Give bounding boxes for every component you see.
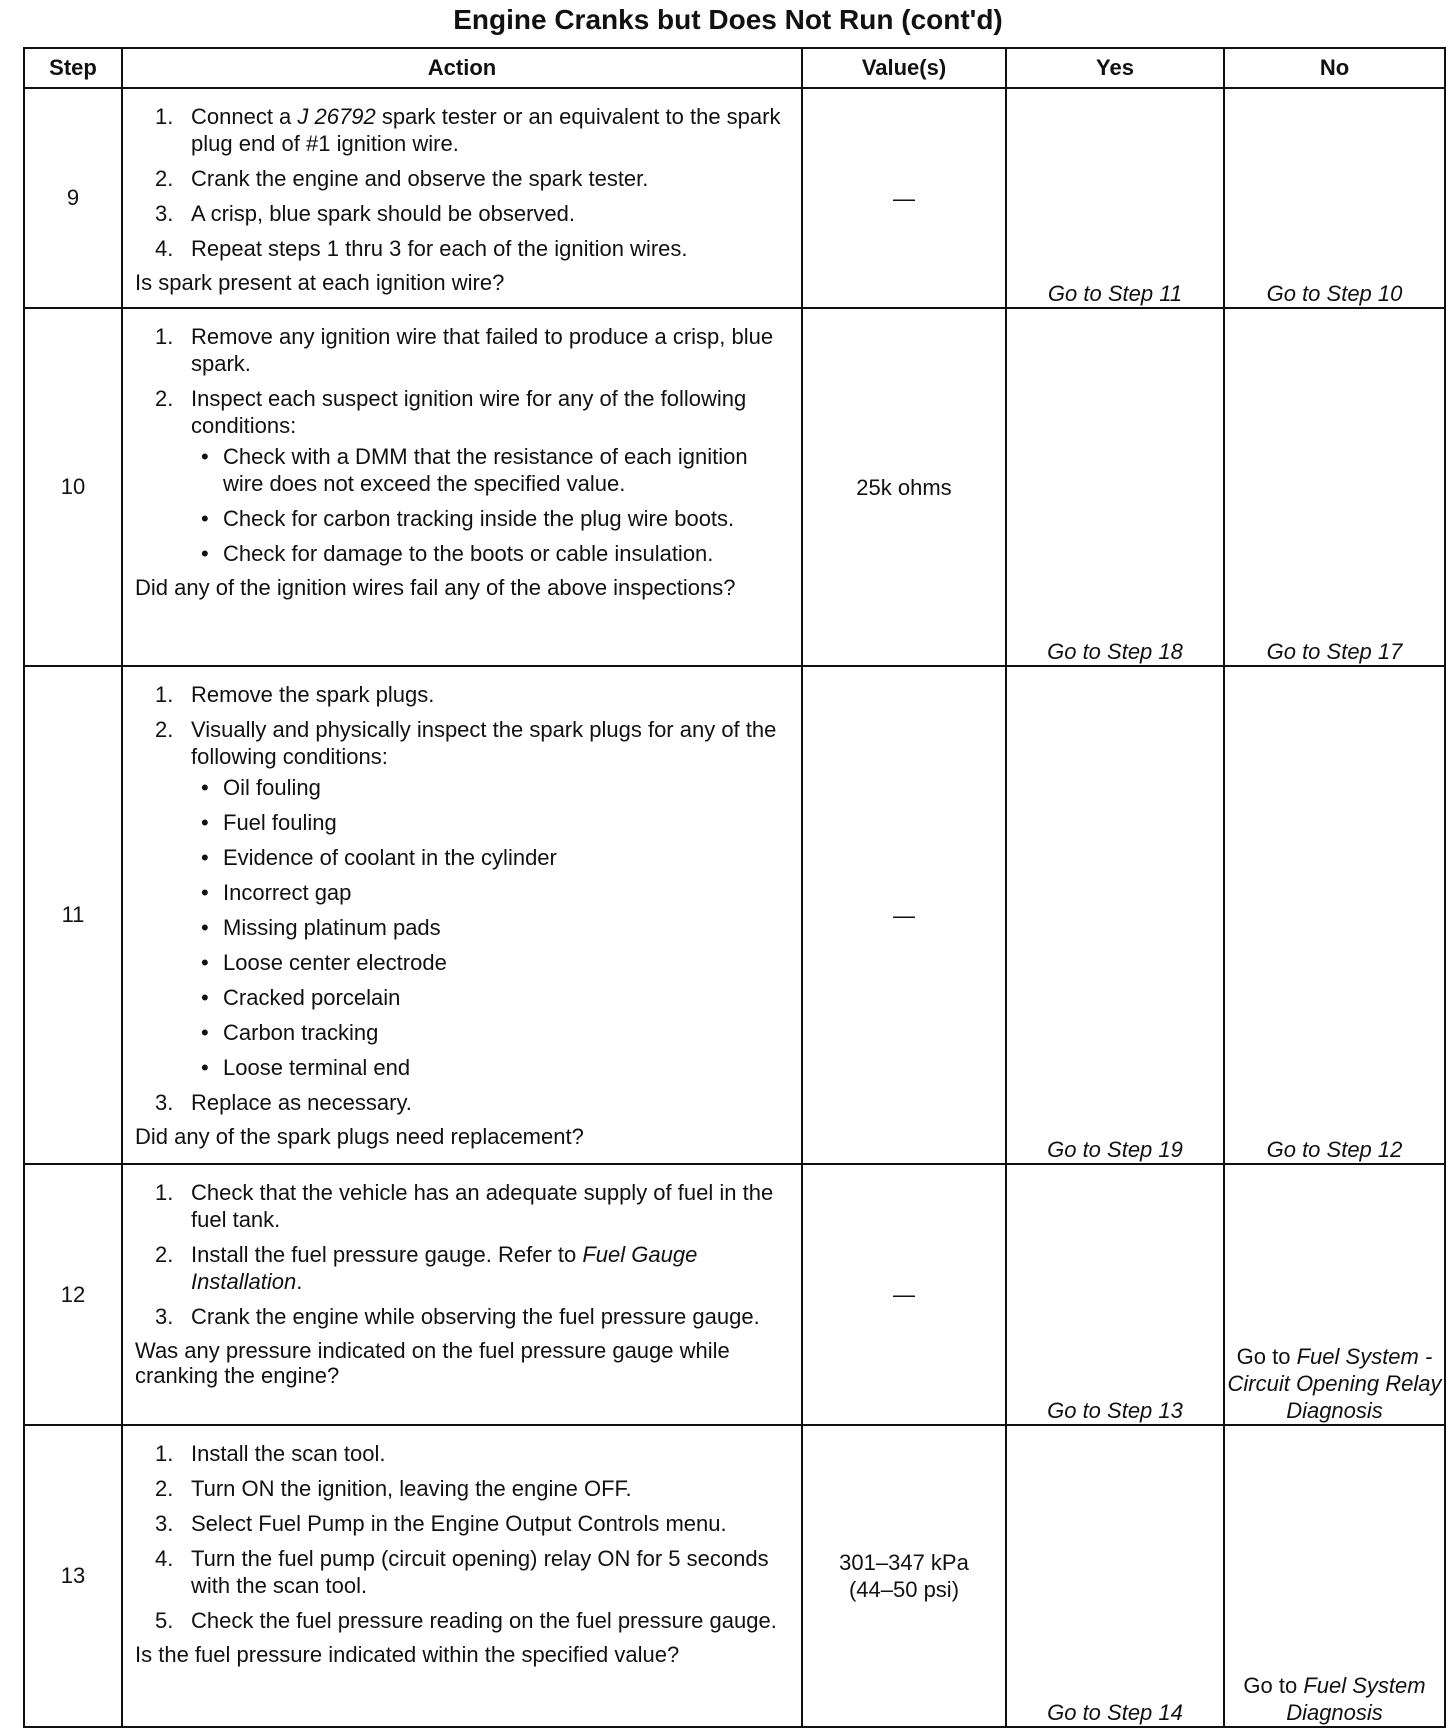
action-item: 2. Visually and physically inspect the spark plugs for any of the following conditions: • Oil fouling • Fuel fouling • Evidence of coolant in the cylinder • Incorrect gap • Missing platinum pads • Loose center electrode • Cracked porcelain • Carbon tracking • Loose terminal end xyxy=(135,716,791,1081)
condition-bullet: • Loose terminal end xyxy=(201,1055,411,1080)
action-cell xyxy=(122,88,802,308)
value-cell: 25k ohms xyxy=(802,308,1006,666)
value-cell xyxy=(802,1425,1006,1727)
header-value: Value(s) xyxy=(802,48,1006,88)
table-row xyxy=(24,308,1445,666)
action-item: 1. Install the scan tool. xyxy=(155,1441,386,1466)
no-result: Go to Step 10 xyxy=(1224,88,1445,308)
action-cell xyxy=(122,1425,802,1727)
action-item: 1. Connect a J 26792 spark tester or an equivalent to the spark plug end of #1 ignition wire. xyxy=(155,104,781,156)
no-result: Go to Step 12 xyxy=(1224,666,1445,1164)
condition-bullet: • Check for damage to the boots or cable insulation. xyxy=(201,541,714,566)
action-item: 4. Repeat steps 1 thru 3 for each of the ignition wires. xyxy=(155,236,688,261)
action-cell xyxy=(122,666,802,1164)
action-question: Is spark present at each ignition wire? xyxy=(135,270,505,295)
action-item: 1. Check that the vehicle has an adequate supply of fuel in the fuel tank. xyxy=(155,1180,774,1232)
no-result: Go to Fuel System Diagnosis xyxy=(1224,1425,1445,1727)
action-item: 4. Turn the fuel pump (circuit opening) relay ON for 5 seconds with the scan tool. xyxy=(155,1546,769,1598)
action-item: 3. A crisp, blue spark should be observed. xyxy=(155,201,576,226)
condition-bullet: • Cracked porcelain xyxy=(201,985,401,1010)
action-item: 2. Inspect each suspect ignition wire for any of the following conditions: • Check with a DMM that the resistance of each ignition wire does not exceed the specified value. • Check for carbon tracking inside the plug wire boots. • Check for damage to the boots or cable insulation. xyxy=(135,385,791,567)
step-number: 10 xyxy=(24,308,122,666)
page-title: Engine Cranks but Does Not Run (cont'd) xyxy=(453,4,1003,35)
action-question: Was any pressure indicated on the fuel pressure gauge while cranking the engine? xyxy=(135,1338,730,1388)
no-result: Go to Fuel System - Circuit Opening Relay Diagnosis xyxy=(1224,1164,1445,1425)
action-item: 2. Install the fuel pressure gauge. Refer to Fuel Gauge Installation. xyxy=(155,1242,698,1294)
value-cell: — xyxy=(802,88,1006,308)
action-question: Did any of the ignition wires fail any of the above inspections? xyxy=(135,575,736,600)
table-row xyxy=(24,1164,1445,1425)
yes-result: Go to Step 13 xyxy=(1006,1164,1224,1425)
action-item: 3. Crank the engine while observing the fuel pressure gauge. xyxy=(155,1304,760,1329)
table-row xyxy=(24,88,1445,308)
action-item: 1. Remove the spark plugs. xyxy=(155,682,435,707)
no-result: Go to Step 17 xyxy=(1224,308,1445,666)
value-cell: — xyxy=(802,666,1006,1164)
yes-result: Go to Step 11 xyxy=(1006,88,1224,308)
action-item: 2. Crank the engine and observe the spark tester. xyxy=(155,166,649,191)
value-kpa: 301–347 kPa xyxy=(839,1550,969,1575)
value-cell: — xyxy=(802,1164,1006,1425)
header-row xyxy=(24,48,1445,88)
action-cell xyxy=(122,1164,802,1425)
table-row xyxy=(24,666,1445,1164)
yes-result: Go to Step 18 xyxy=(1006,308,1224,666)
header-no: No xyxy=(1224,48,1445,88)
header-step: Step xyxy=(24,48,122,88)
value-psi: (44–50 psi) xyxy=(848,1577,960,1602)
step-number: 12 xyxy=(24,1164,122,1425)
header-yes: Yes xyxy=(1006,48,1224,88)
condition-bullet: • Check for carbon tracking inside the plug wire boots. xyxy=(201,506,735,531)
yes-result: Go to Step 19 xyxy=(1006,666,1224,1164)
condition-bullet: • Evidence of coolant in the cylinder xyxy=(201,845,557,870)
action-cell xyxy=(122,308,802,666)
condition-bullet: • Fuel fouling xyxy=(201,810,337,835)
action-question: Did any of the spark plugs need replacement? xyxy=(135,1124,584,1149)
step-number: 9 xyxy=(24,88,122,308)
action-item: 2. Turn ON the ignition, leaving the engine OFF. xyxy=(155,1476,632,1501)
action-item: 3. Replace as necessary. xyxy=(155,1090,412,1115)
header-action: Action xyxy=(122,48,802,88)
condition-bullet: • Check with a DMM that the resistance of each ignition wire does not exceed the specified value. xyxy=(201,444,748,496)
action-item: 1. Remove any ignition wire that failed to produce a crisp, blue spark. xyxy=(155,324,774,376)
action-item: 5. Check the fuel pressure reading on the fuel pressure gauge. xyxy=(155,1608,777,1633)
table-row xyxy=(24,1425,1445,1727)
condition-bullet: • Carbon tracking xyxy=(201,1020,379,1045)
condition-bullet: • Oil fouling xyxy=(201,775,321,800)
condition-bullet: • Incorrect gap xyxy=(201,880,352,905)
action-item: 3. Select Fuel Pump in the Engine Output Controls menu. xyxy=(155,1511,727,1536)
condition-bullet: • Loose center electrode xyxy=(201,950,447,975)
diagnostic-table xyxy=(23,47,1446,1728)
action-question: Is the fuel pressure indicated within the specified value? xyxy=(135,1642,680,1667)
yes-result: Go to Step 14 xyxy=(1006,1425,1224,1727)
step-number: 13 xyxy=(24,1425,122,1727)
condition-bullet: • Missing platinum pads xyxy=(201,915,441,940)
step-number: 11 xyxy=(24,666,122,1164)
